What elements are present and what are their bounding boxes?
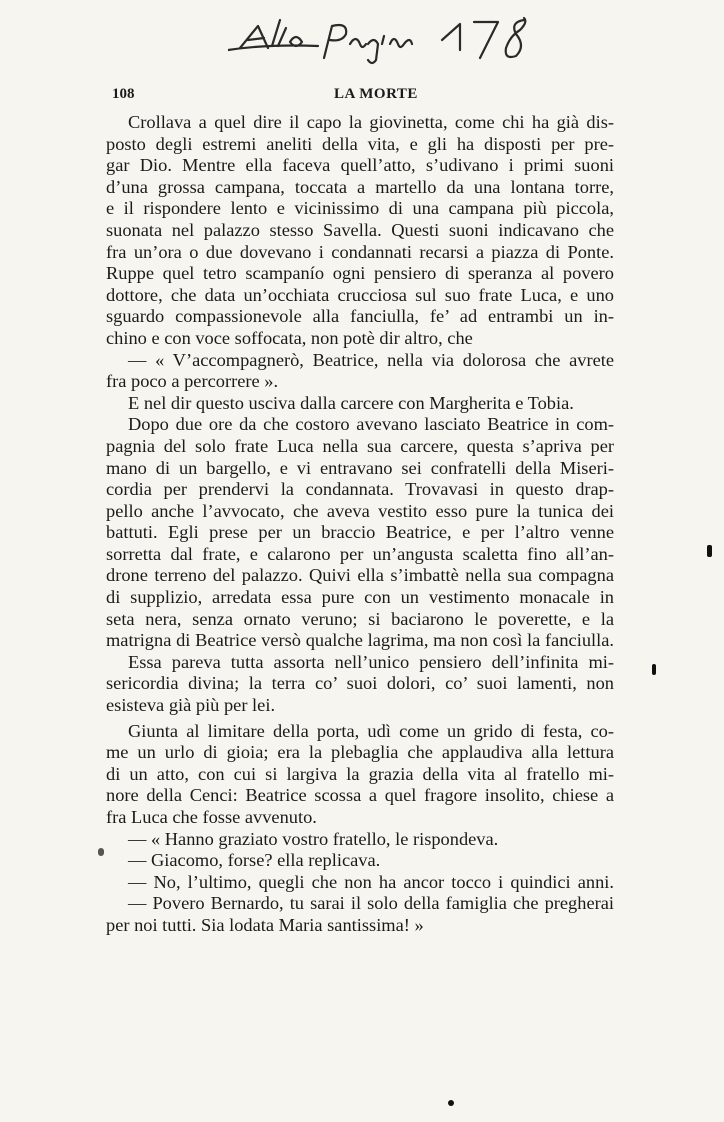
text-line: — No, l’ultimo, quegli che non ha ancor tocco i quindici anni. <box>128 871 614 892</box>
text-line: sguardo compassionevole alla fanciulla, fe’ ad entrambi un in- <box>106 306 614 327</box>
body-text <box>106 112 614 937</box>
text-line: Essa pareva tutta assorta nell’unico pensiero dell’infinita mi- <box>128 651 614 672</box>
text-line: fra un’ora o due dovevano i condannati recarsi a piazza di Ponte. <box>106 241 614 262</box>
text-line: cordia per prendervi la condannata. Trovavasi in questo drap- <box>106 479 614 500</box>
text-line: — « Hanno graziato vostro fratello, le rispondeva. <box>128 828 499 849</box>
page-number: 108 <box>112 86 135 102</box>
text-line: battuti. Egli prese per un braccio Beatrice, e per l’altro venne <box>106 522 614 543</box>
text-line: pagnia del solo frate Luca nella sua carcere, questa s’apriva per <box>106 435 614 456</box>
text-line: esisteva già più per lei. <box>106 695 276 716</box>
text-line: Dopo due ore da che costoro avevano lasciato Beatrice in com- <box>128 414 614 435</box>
text-line: drone terreno del palazzo. Quivi ella s’imbattè nella sua compagna <box>106 565 614 586</box>
text-line: seta nera, senza ornato veruno; si baciarono le poverette, e la <box>106 608 614 629</box>
text-line: posto degli estremi aneliti della vita, e gli ha disposti per pre- <box>106 133 614 154</box>
text-line: E nel dir questo usciva dalla carcere con Margherita e Tobia. <box>128 392 574 413</box>
running-head: LA MORTE <box>334 86 418 102</box>
text-line: sericordia divina; la terra co’ suoi dolori, co’ suoi lamenti, non <box>106 673 614 694</box>
handwriting-scribble <box>228 6 568 76</box>
text-line: sorretta dal frate, e calarono per un’angusta scaletta fino all’an- <box>106 543 614 564</box>
text-line: Ruppe quel tetro scampanío ogni pensiero di speranza al povero <box>106 263 614 284</box>
text-line: matrigna di Beatrice versò qualche lagrima, ma non così la fanciulla. <box>106 630 614 651</box>
text-line: mano di un bargello, e vi entravano sei confratelli della Miseri- <box>106 457 614 478</box>
text-line: di supplizio, arredata essa pure con un vestimento monacale in <box>106 587 614 608</box>
text-line: d’una grossa campana, toccata a martello da una lontana torre, <box>106 176 614 197</box>
margin-speck <box>707 545 712 557</box>
text-line: gar Dio. Mentre ella faceva quell’atto, s’udivano i primi suoni <box>106 155 614 176</box>
margin-speck <box>652 664 656 675</box>
text-line: — Povero Bernardo, tu sarai il solo della famiglia che pregherai <box>128 893 614 914</box>
text-line: pello anche l’avvocato, che aveva vestito esso pure la tunica dei <box>106 500 614 521</box>
text-line: suonata nel palazzo stesso Savella. Questi suoni indicavano che <box>106 219 614 240</box>
page-header <box>112 86 612 110</box>
text-line: me un urlo di gioia; era la plebaglia che applaudiva alla lettura <box>106 742 614 763</box>
margin-speck <box>448 1100 454 1106</box>
text-line: nore della Cenci: Beatrice scossa a quel fragore insolito, chiese a <box>106 785 614 806</box>
text-line: di un atto, con cui si largiva la grazia della vita al fratello mi- <box>106 763 614 784</box>
margin-speck <box>98 848 104 856</box>
text-line: Crollava a quel dire il capo la giovinetta, come chi ha già dis- <box>128 112 614 132</box>
text-line: per noi tutti. Sia lodata Maria santissima! » <box>106 914 424 935</box>
text-line: — Giacomo, forse? ella replicava. <box>128 850 381 871</box>
text-line: dottore, che data un’occhiata crucciosa sul suo frate Luca, e uno <box>106 284 614 305</box>
handwritten-annotation <box>228 6 568 76</box>
text-line: fra poco a percorrere ». <box>106 371 279 392</box>
text-line: Giunta al limitare della porta, udì come un grido di festa, co- <box>128 720 614 741</box>
text-line: chino e con voce soffocata, non potè dir altro, che <box>106 327 473 348</box>
text-line: fra Luca che fosse avvenuto. <box>106 807 317 827</box>
text-line: e il rispondere lento e vicinissimo di una campana più piccola, <box>106 198 614 219</box>
text-line: — « V’accompagnerò, Beatrice, nella via dolorosa che avrete <box>128 349 614 370</box>
